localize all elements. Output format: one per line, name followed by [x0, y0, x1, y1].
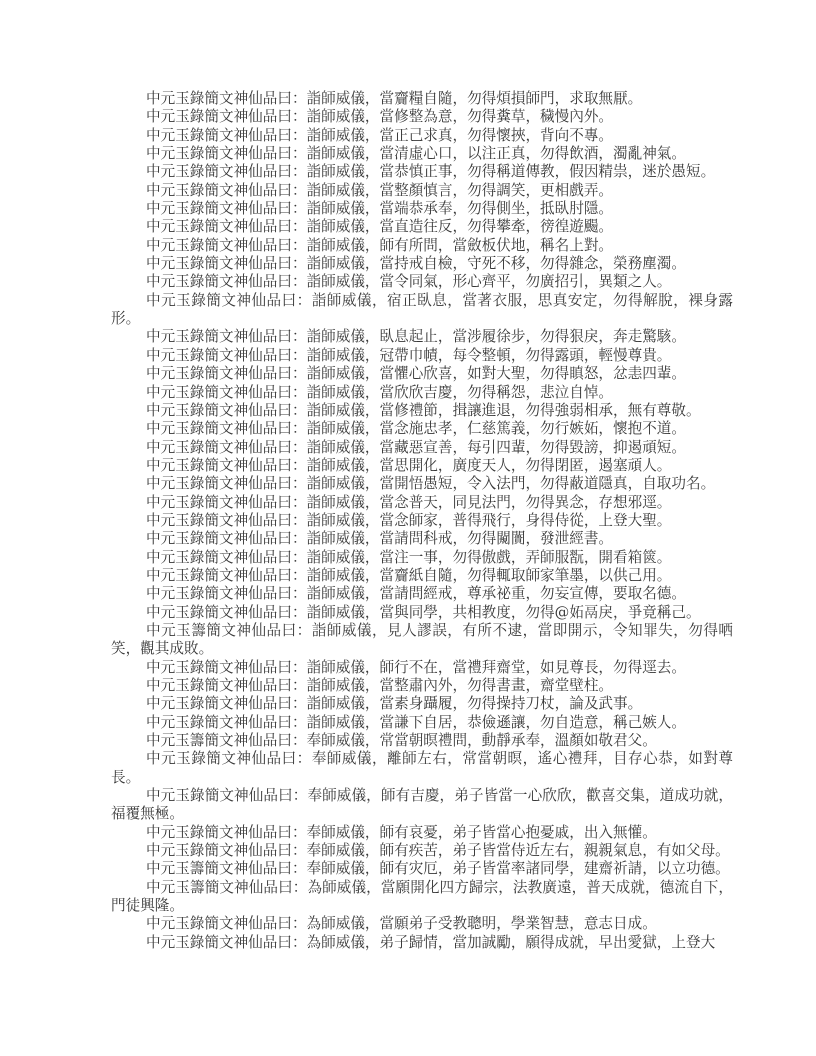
scripture-line [111, 549, 733, 567]
scripture-line-body: 為師威儀，當願開化四方歸宗，法教廣遠，普天成就，德流自下，門徒興隆。 [111, 878, 733, 915]
scripture-line-formula: 中元玉錄簡文神仙品曰： [146, 90, 307, 107]
scripture-line-formula: 中元玉錄簡文神仙品曰： [146, 548, 307, 566]
scripture-line-body: 詣師威儀，當修禮節，揖讓進退，勿得強弱相承，無有尊敬。 [306, 401, 701, 419]
scripture-line [111, 365, 733, 383]
scripture-line-formula: 中元玉錄簡文神仙品曰： [146, 291, 312, 309]
scripture-line-formula: 中元玉錄簡文神仙品曰： [146, 383, 307, 401]
scripture-line-body: 詣師威儀，當修整為意，勿得糞草，穢慢內外。 [306, 108, 614, 126]
scripture-line-formula: 中元玉錄簡文神仙品曰： [146, 126, 307, 144]
scripture-line [111, 750, 733, 787]
scripture-line [111, 347, 733, 365]
scripture-line-formula: 中元玉錄簡文神仙品曰： [146, 475, 307, 493]
scripture-line-body: 詣師威儀，師有所問，當斂板伏地，稱名上對。 [306, 236, 614, 254]
scripture-line-formula: 中元玉錄簡文神仙品曰： [146, 823, 307, 841]
scripture-line-formula: 中元玉錄簡文神仙品曰： [146, 695, 307, 713]
scripture-line-body: 詣師威儀，當懼心欣喜，如對大聖，勿得瞋怒，忿恚四輩。 [306, 365, 686, 383]
scripture-line [111, 695, 733, 713]
scripture-line-body: 詣師威儀，當念施忠孝，仁慈篤義，勿行嫉妬，懷抱不道。 [306, 420, 686, 438]
scripture-line-body: 詣師威儀，當與同學，共相教度，勿得@妬鬲戾，爭竟稱己。 [306, 603, 701, 621]
scripture-line-formula: 中元玉錄簡文神仙品曰： [146, 493, 307, 511]
scripture-line [111, 255, 733, 273]
scripture-line [111, 915, 733, 933]
scripture-line-body: 詣師威儀，當清虛心口，以注正真，勿得飲酒，濁亂神氣。 [306, 145, 686, 163]
scripture-line-body: 詣師威儀，當整肅內外，勿得書畫，齋堂壁柱。 [306, 677, 614, 694]
scripture-line-body: 為師威儀，當願弟子受教聰明，學業智慧，意志日成。 [306, 915, 657, 933]
scripture-line-formula: 中元玉錄簡文神仙品曰： [146, 933, 307, 951]
scripture-line-body: 詣師威儀，當素身躡履，勿得操持刀杖，論及武事。 [306, 695, 643, 713]
scripture-line-formula: 中元玉錄簡文神仙品曰： [146, 677, 307, 694]
scripture-line [111, 402, 733, 420]
scripture-line-body: 詣師威儀，當謙下自居，恭儉遜讓，勿自造意，稱己嫉人。 [306, 713, 686, 731]
scripture-line [111, 879, 733, 916]
scripture-line-body: 詣師威儀，當直造往反，勿得攀牽，徬徨遊颺。 [306, 218, 614, 236]
scripture-line-body: 詣師威儀，當念普天，同見法門，勿得異念，存想邪逕。 [306, 493, 672, 511]
scripture-line-body: 詣師威儀，當齎紙自隨，勿得輒取師家筆墨，以供己用。 [306, 566, 672, 584]
scripture-line-body: 奉師威儀，離師左右，常當朝暝，遙心禮拜，目存心恭，如對尊長。 [111, 750, 733, 786]
scripture-line-formula: 中元玉錄簡文神仙品曰： [146, 236, 307, 254]
scripture-line [111, 677, 733, 695]
scripture-line-body: 詣師威儀，當請問經戒，尊承祕重，勿妄宣傳，要取名德。 [306, 585, 686, 603]
scripture-line-body: 詣師威儀，當藏惡宣善，每引四輩，勿得毀謗，抑遏頑短。 [306, 438, 686, 456]
scripture-line [111, 860, 733, 878]
scripture-line [111, 457, 733, 475]
scripture-line [111, 90, 733, 108]
scripture-line-formula: 中元玉錄簡文神仙品曰： [146, 585, 307, 603]
scripture-line-body: 詣師威儀，當欣欣吉慶，勿得稱怨，悲泣自悼。 [306, 383, 614, 401]
scripture-line-formula: 中元玉錄簡文神仙品曰： [146, 566, 307, 584]
scripture-line [111, 475, 733, 493]
scripture-line-formula: 中元玉錄簡文神仙品曰： [146, 273, 307, 291]
scripture-line [111, 824, 733, 842]
scripture-line [111, 659, 733, 677]
scripture-line-formula: 中元玉錄簡文神仙品曰： [146, 842, 307, 860]
scripture-line-body: 為師威儀，弟子歸情，當加誠勵，願得成就，早出愛獄，上登大 [306, 933, 716, 951]
scripture-line-body: 奉師威儀，師有哀憂，弟子皆當心抱憂戚，出入無懽。 [306, 823, 657, 841]
scripture-line [111, 842, 733, 860]
scripture-line-formula: 中元玉錄簡文神仙品曰： [146, 108, 307, 126]
scripture-line [111, 182, 733, 200]
scripture-line [111, 604, 733, 622]
scripture-line-formula: 中元玉錄簡文神仙品曰： [146, 530, 307, 548]
scripture-line-body: 詣師威儀，當整顏慎言，勿得調笑，更相戲弄。 [306, 181, 614, 199]
scripture-line-formula: 中元玉錄簡文神仙品曰： [146, 787, 308, 805]
scripture-line-formula: 中元玉錄簡文神仙品曰： [146, 658, 307, 676]
scripture-line [111, 108, 733, 126]
scripture-line-body: 詣師威儀，宿正臥息，當著衣服，思真安定，勿得解脫，裸身露形。 [111, 291, 733, 328]
scripture-line [111, 127, 733, 145]
scripture-line-body: 詣師威儀，當正己求真，勿得懷挾，背向不專。 [306, 126, 614, 144]
scripture-line-body: 詣師威儀，師行不在，當禮拜齋堂，如見尊長，勿得逕去。 [306, 658, 686, 676]
scripture-line-formula: 中元玉籌簡文神仙品曰： [146, 732, 307, 750]
scripture-line [111, 218, 733, 236]
scripture-line-body: 詣師威儀，當端恭承奉，勿得側坐，抵臥肘隱。 [306, 200, 614, 218]
scripture-line-body: 奉師威儀，師有灾厄，弟子皆當率諸同學，建齋祈請，以立功德。 [306, 860, 730, 878]
scripture-line-body: 詣師威儀，當持戒自檢，守死不移，勿得雜念，榮務塵濁。 [306, 255, 686, 273]
scripture-line [111, 732, 733, 750]
scripture-line [111, 439, 733, 457]
scripture-line-body: 詣師威儀，當令同氣，形心齊平，勿廣招引，異類之人。 [306, 273, 672, 291]
scripture-line-formula: 中元玉籌簡文神仙品曰： [146, 860, 307, 878]
scripture-line [111, 200, 733, 218]
scripture-line-formula: 中元玉錄簡文神仙品曰： [146, 328, 307, 346]
scripture-line [111, 567, 733, 585]
scripture-line-formula: 中元玉錄簡文神仙品曰： [146, 915, 307, 933]
scripture-line-body: 詣師威儀，當念師家，普得飛行，身得侍從，上登大聖。 [306, 511, 672, 529]
scripture-line-formula: 中元玉錄簡文神仙品曰： [146, 401, 307, 419]
scripture-line-body: 詣師威儀，冠帶巾幘，每令整頓，勿得露頭，輕慢尊貴。 [306, 346, 672, 364]
scripture-line-formula: 中元玉錄簡文神仙品曰： [146, 346, 307, 364]
scripture-line-formula: 中元玉錄簡文神仙品曰： [146, 163, 307, 181]
scripture-line [111, 934, 733, 952]
scripture-line-body: 詣師威儀，當開悟愚短，令入法門，勿得蔽道隱真，自取功名。 [306, 475, 716, 493]
scripture-line [111, 494, 733, 512]
scripture-line-body: 詣師威儀，臥息起止，當涉履徐步，勿得狠戾，奔走驚駭。 [306, 328, 686, 346]
scripture-line [111, 163, 733, 181]
scripture-line-formula: 中元玉錄簡文神仙品曰： [146, 603, 307, 621]
scripture-line [111, 237, 733, 255]
scripture-line [111, 328, 733, 346]
scripture-line-body: 詣師威儀，當注一事，勿得傲戲，弄師服翫，開看箱篋。 [306, 548, 672, 566]
scripture-line [111, 273, 733, 291]
scripture-line-formula: 中元玉錄簡文神仙品曰： [146, 438, 307, 456]
scripture-line [111, 787, 733, 824]
scripture-line [111, 420, 733, 438]
scripture-line-formula: 中元玉錄簡文神仙品曰： [146, 145, 307, 163]
scripture-line-body: 詣師威儀，當齎糧自隨，勿得煩損師門，求取無厭。 [306, 90, 643, 107]
scripture-text-block [111, 90, 733, 952]
scripture-line [111, 585, 733, 603]
scripture-line [111, 530, 733, 548]
scripture-line-formula: 中元玉錄簡文神仙品曰： [146, 511, 307, 529]
scripture-line-body: 詣師威儀，當請問科戒，勿得闚闠，發泄經書。 [306, 530, 614, 548]
scripture-line-body: 詣師威儀，見人謬誤，有所不逮，當即開示，令知罪失，勿得哂笑，觀其成敗。 [111, 621, 733, 658]
scripture-line [111, 622, 733, 659]
scripture-line-body: 奉師威儀，師有吉慶，弟子皆當一心欣欣，歡喜交集，道成功就，福覆無極。 [111, 787, 733, 823]
scripture-line-formula: 中元玉錄簡文神仙品曰： [146, 456, 307, 474]
scripture-line-body: 奉師威儀，常當朝暝禮問，動靜承奉，溫顏如敬君父。 [306, 732, 657, 750]
scripture-line [111, 384, 733, 402]
scripture-line-body: 詣師威儀，當思開化，廣度天人，勿得閉匿，遏塞頑人。 [306, 456, 672, 474]
scripture-line-body: 奉師威儀，師有疾苦，弟子皆當侍近左右，親親氣息，有如父母。 [306, 842, 730, 860]
scripture-line-formula: 中元玉錄簡文神仙品曰： [146, 200, 307, 218]
scripture-line-body: 詣師威儀，當恭慎正事，勿得稱道傳教，假因精祟，迷於愚短。 [306, 163, 716, 181]
scripture-line-formula: 中元玉錄簡文神仙品曰： [146, 181, 307, 199]
scripture-line-formula: 中元玉錄簡文神仙品曰： [146, 218, 307, 236]
scripture-line-formula: 中元玉錄簡文神仙品曰： [146, 713, 307, 731]
scripture-line [111, 145, 733, 163]
scripture-line-formula: 中元玉錄簡文神仙品曰： [146, 365, 307, 383]
scripture-line-formula: 中元玉籌簡文神仙品曰： [146, 878, 308, 896]
scripture-line [111, 512, 733, 530]
scripture-line-formula: 中元玉錄簡文神仙品曰： [146, 750, 312, 768]
scripture-line [111, 714, 733, 732]
scripture-line-formula: 中元玉錄簡文神仙品曰： [146, 255, 307, 273]
scripture-line-formula: 中元玉籌簡文神仙品曰： [146, 621, 312, 639]
scripture-line-formula: 中元玉錄簡文神仙品曰： [146, 420, 307, 438]
scripture-line [111, 292, 733, 329]
